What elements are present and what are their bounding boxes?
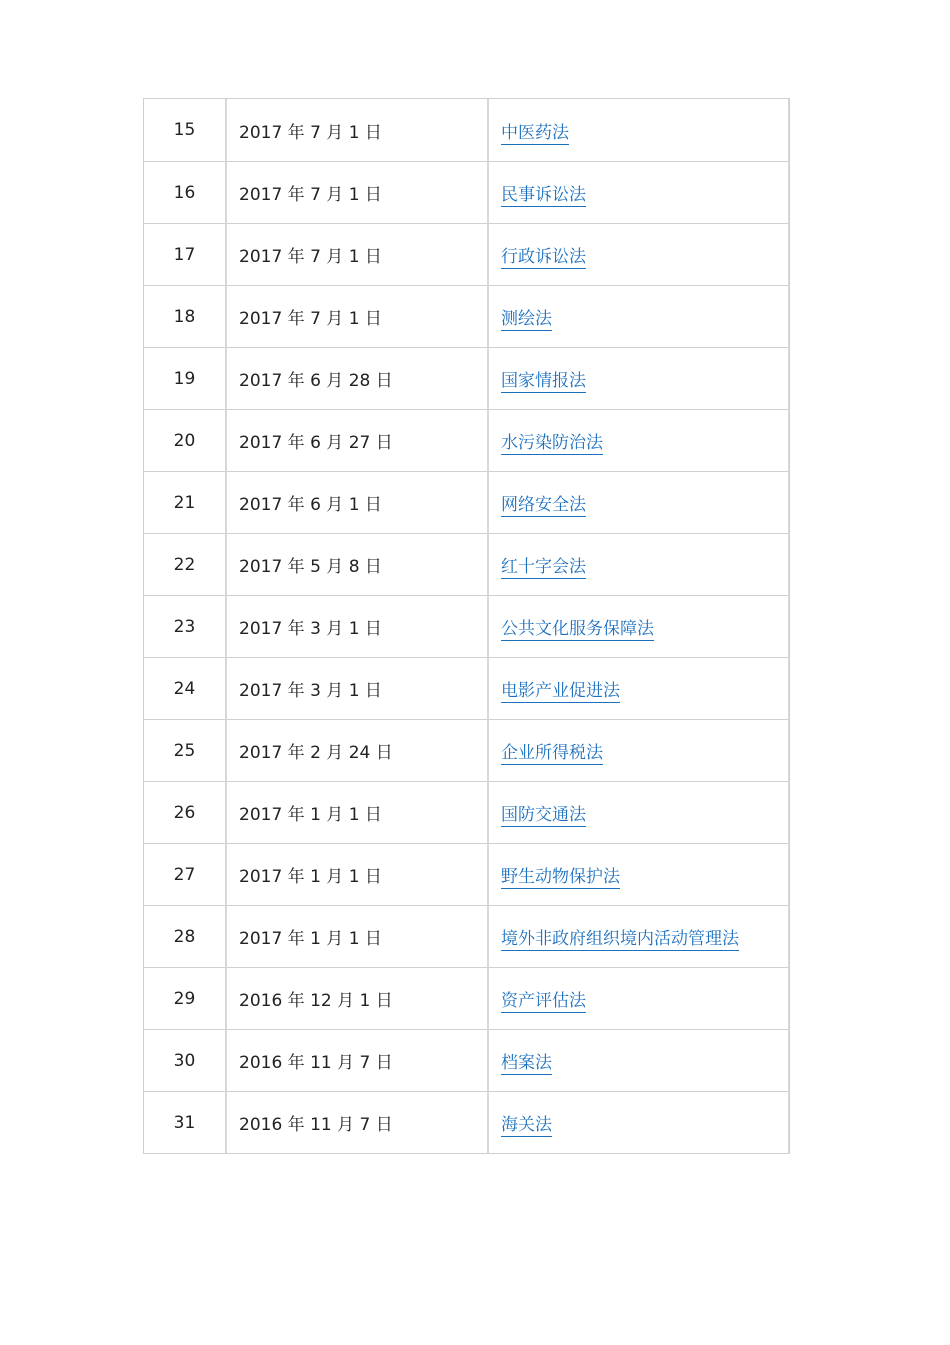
row-number: 16 bbox=[144, 161, 226, 223]
row-number: 25 bbox=[144, 719, 226, 781]
effective-date: 2017 年 7 月 1 日 bbox=[226, 223, 488, 285]
effective-date: 2016 年 12 月 1 日 bbox=[226, 967, 488, 1029]
row-number: 17 bbox=[144, 223, 226, 285]
row-number: 26 bbox=[144, 781, 226, 843]
effective-date: 2016 年 11 月 7 日 bbox=[226, 1029, 488, 1091]
table-row bbox=[144, 1091, 789, 1153]
row-number: 18 bbox=[144, 285, 226, 347]
laws-table-body bbox=[144, 99, 789, 1153]
law-cell bbox=[488, 285, 789, 347]
row-number: 24 bbox=[144, 657, 226, 719]
table-row bbox=[144, 781, 789, 843]
law-link[interactable]: 国防交通法 bbox=[501, 805, 586, 825]
law-link[interactable]: 国家情报法 bbox=[501, 371, 586, 391]
row-number: 15 bbox=[144, 99, 226, 161]
row-number: 20 bbox=[144, 409, 226, 471]
law-link[interactable]: 测绘法 bbox=[501, 309, 552, 329]
effective-date: 2017 年 1 月 1 日 bbox=[226, 781, 488, 843]
effective-date: 2017 年 7 月 1 日 bbox=[226, 285, 488, 347]
table-row bbox=[144, 905, 789, 967]
row-number: 30 bbox=[144, 1029, 226, 1091]
law-cell bbox=[488, 905, 789, 967]
law-cell bbox=[488, 533, 789, 595]
law-cell bbox=[488, 347, 789, 409]
table-row bbox=[144, 99, 789, 161]
law-cell bbox=[488, 161, 789, 223]
effective-date: 2017 年 3 月 1 日 bbox=[226, 657, 488, 719]
effective-date: 2016 年 11 月 7 日 bbox=[226, 1091, 488, 1153]
effective-date: 2017 年 6 月 27 日 bbox=[226, 409, 488, 471]
table-row bbox=[144, 967, 789, 1029]
effective-date: 2017 年 6 月 28 日 bbox=[226, 347, 488, 409]
table-row bbox=[144, 409, 789, 471]
table-row bbox=[144, 347, 789, 409]
row-number: 29 bbox=[144, 967, 226, 1029]
effective-date: 2017 年 1 月 1 日 bbox=[226, 905, 488, 967]
law-cell bbox=[488, 99, 789, 161]
effective-date: 2017 年 6 月 1 日 bbox=[226, 471, 488, 533]
effective-date: 2017 年 2 月 24 日 bbox=[226, 719, 488, 781]
law-link[interactable]: 网络安全法 bbox=[501, 495, 586, 515]
table-row bbox=[144, 843, 789, 905]
row-number: 27 bbox=[144, 843, 226, 905]
law-cell bbox=[488, 1029, 789, 1091]
law-link[interactable]: 行政诉讼法 bbox=[501, 247, 586, 267]
effective-date: 2017 年 7 月 1 日 bbox=[226, 161, 488, 223]
law-link[interactable]: 野生动物保护法 bbox=[501, 867, 620, 887]
law-link[interactable]: 民事诉讼法 bbox=[501, 185, 586, 205]
law-link[interactable]: 电影产业促进法 bbox=[501, 681, 620, 701]
law-link[interactable]: 档案法 bbox=[501, 1053, 552, 1073]
effective-date: 2017 年 1 月 1 日 bbox=[226, 843, 488, 905]
effective-date: 2017 年 7 月 1 日 bbox=[226, 99, 488, 161]
table-row bbox=[144, 1029, 789, 1091]
row-number: 23 bbox=[144, 595, 226, 657]
table-row bbox=[144, 657, 789, 719]
effective-date: 2017 年 3 月 1 日 bbox=[226, 595, 488, 657]
law-cell bbox=[488, 409, 789, 471]
law-cell bbox=[488, 595, 789, 657]
table-row bbox=[144, 223, 789, 285]
table-row bbox=[144, 285, 789, 347]
row-number: 31 bbox=[144, 1091, 226, 1153]
law-cell bbox=[488, 843, 789, 905]
table-row bbox=[144, 533, 789, 595]
law-link[interactable]: 境外非政府组织境内活动管理法 bbox=[501, 929, 739, 949]
row-number: 21 bbox=[144, 471, 226, 533]
row-number: 28 bbox=[144, 905, 226, 967]
law-cell bbox=[488, 1091, 789, 1153]
effective-date: 2017 年 5 月 8 日 bbox=[226, 533, 488, 595]
law-cell bbox=[488, 471, 789, 533]
law-link[interactable]: 红十字会法 bbox=[501, 557, 586, 577]
law-cell bbox=[488, 967, 789, 1029]
law-cell bbox=[488, 657, 789, 719]
table-row bbox=[144, 719, 789, 781]
law-link[interactable]: 水污染防治法 bbox=[501, 433, 603, 453]
law-cell bbox=[488, 719, 789, 781]
law-link[interactable]: 中医药法 bbox=[501, 122, 569, 143]
law-link[interactable]: 公共文化服务保障法 bbox=[501, 619, 654, 639]
law-link[interactable]: 海关法 bbox=[501, 1115, 552, 1135]
law-cell bbox=[488, 223, 789, 285]
row-number: 22 bbox=[144, 533, 226, 595]
law-link[interactable]: 资产评估法 bbox=[501, 991, 586, 1011]
table-row bbox=[144, 595, 789, 657]
table-row bbox=[144, 471, 789, 533]
law-link[interactable]: 企业所得税法 bbox=[501, 743, 603, 763]
table-row bbox=[144, 161, 789, 223]
law-cell bbox=[488, 781, 789, 843]
row-number: 19 bbox=[144, 347, 226, 409]
laws-table bbox=[143, 98, 790, 1154]
